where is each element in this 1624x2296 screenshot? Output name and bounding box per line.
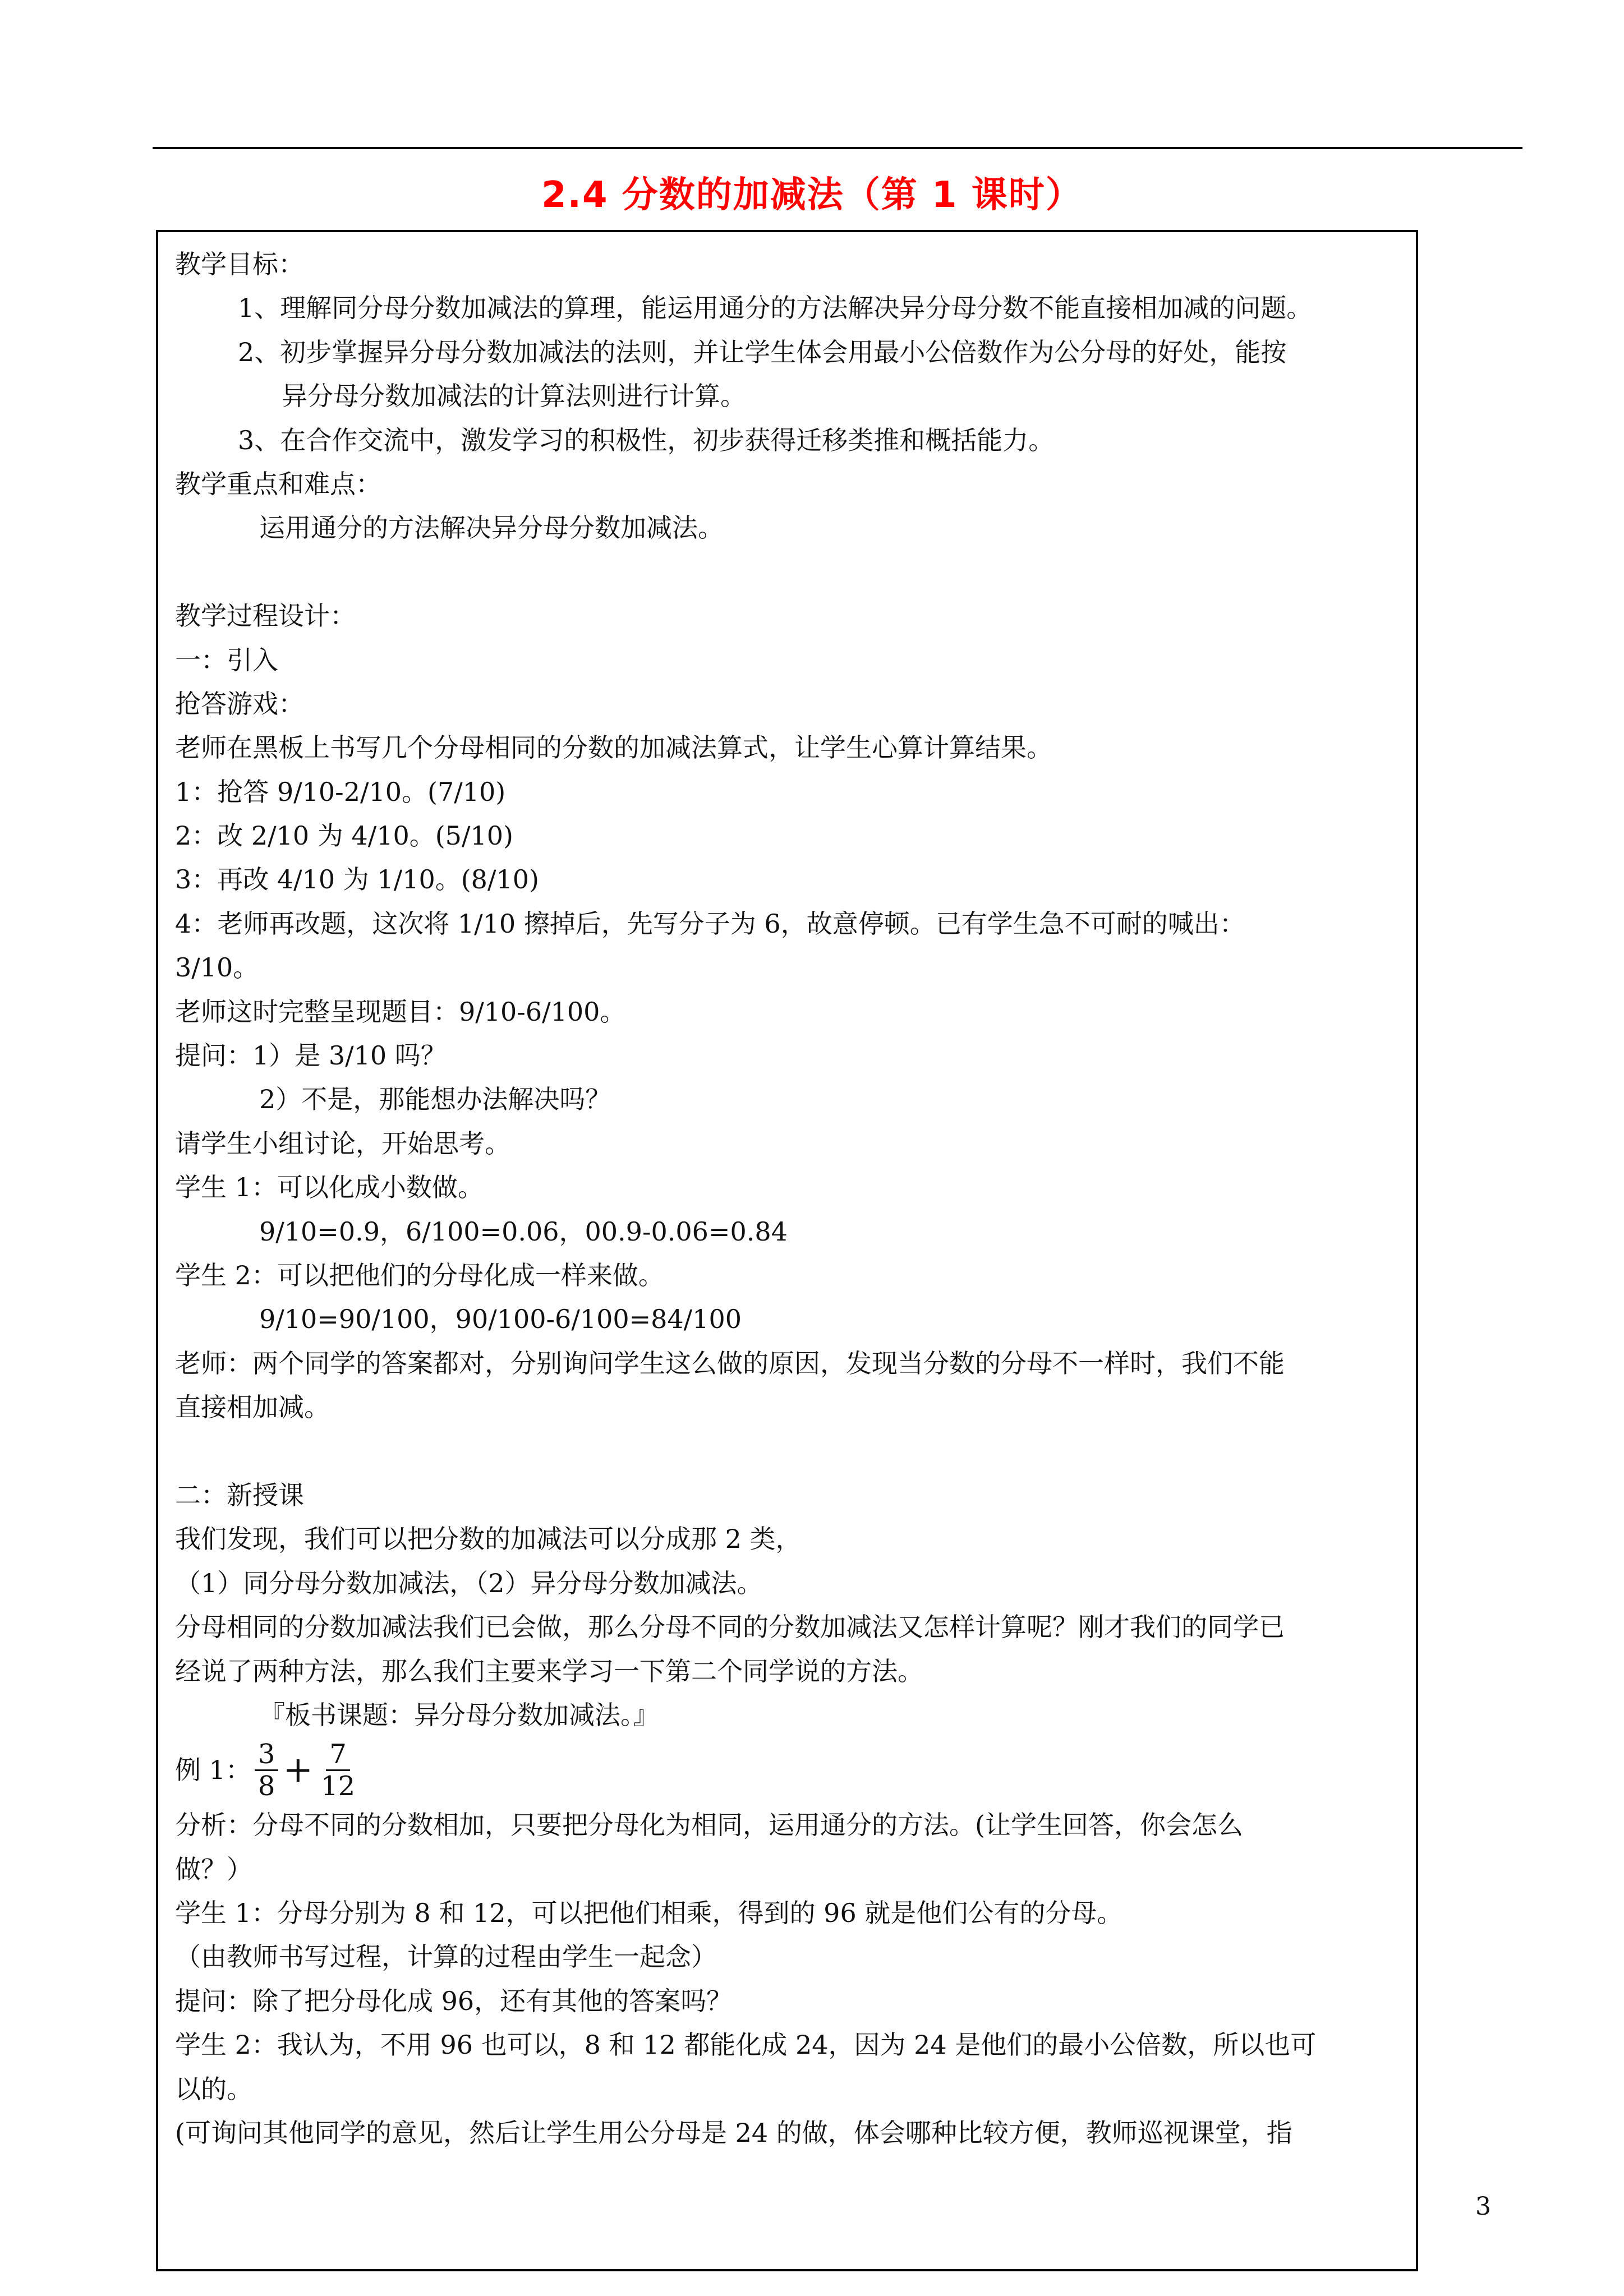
student-2-answer: 学生 2：可以把他们的分母化成一样来做。 [175, 1260, 664, 1290]
numerator: 3 [255, 1739, 279, 1771]
objective-3: 3、在合作交流中，激发学习的积极性，初步获得迁移类推和概括能力。 [238, 425, 1055, 455]
teacher-guidance: (可询问其他同学的意见，然后让学生用公分母是 24 的做，体会哪种比较方便，教师巡视课堂，指 [175, 2118, 1292, 2149]
header-rule [153, 147, 1522, 149]
plus-sign: + [283, 1749, 314, 1791]
quiz-item-4-continued: 3/10。 [175, 952, 259, 983]
student-2-response: 学生 2：我认为，不用 96 也可以，8 和 12 都能化成 24，因为 24 是他们的最小公倍数，所以也可 [175, 2030, 1317, 2060]
subsection-introduction: 一：引入 [175, 644, 278, 675]
denominator: 8 [257, 1770, 275, 1802]
text-line: 老师这时完整呈现题目：9/10-6/100。 [175, 996, 626, 1027]
quiz-item-2: 2：改 2/10 为 4/10。(5/10) [175, 820, 513, 851]
student-1-work: 9/10=0.9，6/100=0.06，00.9-0.06=0.84 [259, 1216, 788, 1247]
section-heading-process: 教学过程设计： [175, 601, 356, 631]
section-heading-key-points: 教学重点和难点： [175, 468, 381, 499]
lesson-plan-body [175, 242, 1404, 2155]
text-line: （1）同分母分数加减法，（2）异分母分数加减法。 [175, 1567, 763, 1598]
document-title: 2.4 分数的加减法（第 1 课时） [541, 174, 1083, 216]
numerator: 7 [326, 1739, 350, 1771]
example-1-label: 例 1： [175, 1755, 251, 1786]
text-line: 请学生小组讨论，开始思考。 [175, 1128, 510, 1159]
quiz-item-4: 4：老师再改题，这次将 1/10 擦掉后，先写分子为 6，故意停顿。已有学生急不可耐的喊出： [175, 908, 1245, 939]
question-1: 提问：1）是 3/10 吗？ [175, 1040, 447, 1071]
analysis-continued: 做？） [175, 1854, 252, 1884]
teacher-comment-continued: 直接相加减。 [175, 1392, 330, 1423]
text-line: 分母相同的分数加减法我们已会做，那么分母不同的分数加减法又怎样计算呢？刚才我们的同学已 [175, 1612, 1285, 1643]
objective-2: 2、初步掌握异分母分数加减法的法则，并让学生体会用最小公倍数作为公分母的好处，能按 [238, 336, 1287, 367]
board-topic: 『板书课题：异分母分数加减法。』 [259, 1699, 659, 1730]
text-line: 我们发现，我们可以把分数的加减法可以分成那 2 类， [175, 1524, 802, 1555]
question-2: 2）不是，那能想办法解决吗？ [259, 1084, 611, 1115]
spacer [175, 1430, 1404, 1473]
subsection-new-lesson: 二：新授课 [175, 1479, 304, 1510]
quiz-item-1: 1：抢答 9/10-2/10。(7/10) [175, 776, 506, 807]
example-1 [175, 1737, 1404, 1803]
denominator: 12 [321, 1770, 356, 1802]
student-1-response: 学生 1：分母分别为 8 和 12，可以把他们相乘，得到的 96 就是他们公有的分母。 [175, 1898, 1123, 1929]
student-2-work: 9/10=90/100，90/100-6/100=84/100 [259, 1304, 742, 1335]
teacher-comment: 老师：两个同学的答案都对，分别询问学生这么做的原因，发现当分数的分母不一样时，我们不能 [175, 1348, 1285, 1378]
fraction-seven-twelfths [318, 1739, 358, 1801]
student-2-response-continued: 以的。 [175, 2073, 252, 2104]
section-heading-objectives: 教学目标： [175, 249, 304, 279]
spacer [175, 550, 1404, 594]
fraction-three-eighths [255, 1739, 279, 1801]
student-1-answer: 学生 1：可以化成小数做。 [175, 1172, 484, 1203]
quiz-item-3: 3：再改 4/10 为 1/10。(8/10) [175, 864, 539, 895]
text-line: 经说了两种方法，那么我们主要来学习一下第二个同学说的方法。 [175, 1656, 923, 1686]
text-line: 抢答游戏： [175, 688, 304, 719]
page-number: 3 [1475, 2192, 1491, 2221]
lesson-plan-table [156, 230, 1418, 2271]
key-point-text: 运用通分的方法解决异分母分数加减法。 [259, 513, 724, 543]
analysis: 分析：分母不同的分数相加，只要把分母化为相同，运用通分的方法。(让学生回答，你会怎么 [175, 1810, 1243, 1841]
objective-2-continued: 异分母分数加减法的计算法则进行计算。 [282, 381, 746, 412]
objective-1: 1、理解同分母分数加减法的算理，能运用通分的方法解决异分母分数不能直接相加减的问题。 [238, 293, 1313, 324]
text-line: 老师在黑板上书写几个分母相同的分数的加减法算式，让学生心算计算结果。 [175, 732, 1052, 763]
teacher-note: （由教师书写过程，计算的过程由学生一起念） [175, 1942, 717, 1972]
question: 提问：除了把分母化成 96，还有其他的答案吗？ [175, 1985, 733, 2016]
